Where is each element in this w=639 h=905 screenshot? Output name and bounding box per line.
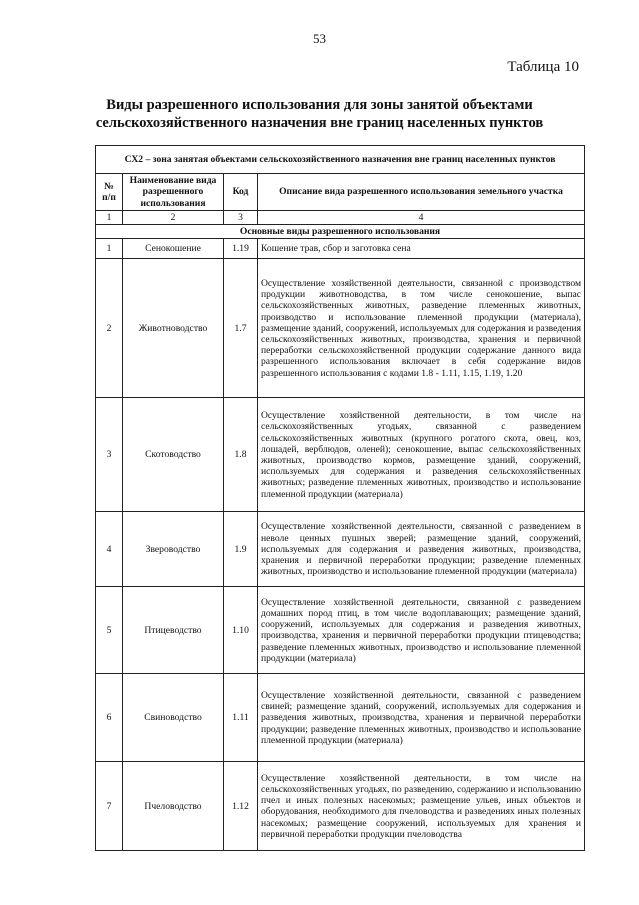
zone-title-row xyxy=(96,146,585,174)
use-description: Осуществление хозяйственной деятельности, связанной с производством продукции животноводства, в том числе сенокошение, выпас сельскохозяйственных животных, разведение племенных животных, производство и использование племенной продукции (материала), размещение зданий, сооружений, используемых для содержания и разведения сельскохозяйственных животных, производства, хранения и первичной переработки сельскохозяйственной продукции содержание данного вида разрешенного использования включает в себя содержание видов разрешенного использования с кодами 1.8 - 1.11, 1.15, 1.19, 1.20 xyxy=(258,259,585,398)
page-number: 53 xyxy=(313,31,326,46)
column-index: 3 xyxy=(224,211,258,225)
row-number: 4 xyxy=(96,512,123,587)
use-description: Осуществление хозяйственной деятельности, связанной с разведением свиней; размещение зданий, сооружений, используемых для содержания и разведения животных, производства, хранения и первичной переработки продукции; разведение племенных животных, производство и использование племенной продукции (материала) xyxy=(258,674,585,762)
document-title-line-1: Виды разрешенного использования для зоны занятой объектами xyxy=(106,97,533,113)
table-row xyxy=(96,587,585,674)
table-row xyxy=(96,762,585,851)
table-row xyxy=(96,674,585,762)
document-title-line-2: сельскохозяйственного назначения вне границ населенных пунктов xyxy=(95,115,544,131)
use-name: Свиноводство xyxy=(123,674,224,762)
table-row xyxy=(96,239,585,259)
use-description: Осуществление хозяйственной деятельности, в том числе на сельскохозяйственных угодьях, по разведению, содержанию и использованию пчел и иных полезных насекомых; размещение ульев, иных объектов и оборудования, необходимого для пчеловодства и разведениях иных полезных насекомых; размещение сооружений, используемых для хранения и первичной переработки продукции пчеловодства xyxy=(258,762,585,851)
row-number: 1 xyxy=(96,239,123,259)
use-description: Осуществление хозяйственной деятельности, в том числе на сельскохозяйственных угодьях, связанной с разведением сельскохозяйственных животных (крупного рогатого скота, овец, коз, лошадей, верблюдов, оленей); сенокошение, выпас сельскохозяйственных животных, производство кормов, размещение зданий, сооружений, используемых для содержания и разведения сельскохозяйственных животных; разведение племенных животных, производство и использование племенной продукции (материала) xyxy=(258,398,585,512)
use-name: Сенокошение xyxy=(123,239,224,259)
header-description: Описание вида разрешенного использования земельного участка xyxy=(258,174,585,211)
use-name: Скотоводство xyxy=(123,398,224,512)
use-name: Пчеловодство xyxy=(123,762,224,851)
header-code: Код xyxy=(224,174,258,211)
land-use-table xyxy=(95,145,585,851)
row-number: 7 xyxy=(96,762,123,851)
use-name: Птицеводство xyxy=(123,587,224,674)
column-index: 2 xyxy=(123,211,224,225)
header-num: № п/п xyxy=(96,174,123,211)
use-description: Кошение трав, сбор и заготовка сена xyxy=(258,239,585,259)
use-description: Осуществление хозяйственной деятельности, связанной с разведением в неволе ценных пушных зверей; размещение зданий, сооружений, используемых для содержания и разведения животных, производства, хранения и первичной переработки продукции; разведение племенных животных, производство и использование племенной продукции (материала) xyxy=(258,512,585,587)
row-number: 3 xyxy=(96,398,123,512)
use-code: 1.7 xyxy=(224,259,258,398)
use-description: Осуществление хозяйственной деятельности, связанной с разведением домашних пород птиц, в том числе водоплавающих; размещение зданий, сооружений, используемых для содержания и разведения животных, производства, хранения и первичной переработки продукции птицеводства; разведение племенных животных, производство и использование племенной продукции (материала) xyxy=(258,587,585,674)
use-code: 1.11 xyxy=(224,674,258,762)
row-number: 5 xyxy=(96,587,123,674)
table-label: Таблица 10 xyxy=(507,59,579,75)
header-row xyxy=(96,174,585,211)
use-code: 1.10 xyxy=(224,587,258,674)
use-code: 1.9 xyxy=(224,512,258,587)
table-row xyxy=(96,259,585,398)
column-index-row xyxy=(96,211,585,225)
column-index: 1 xyxy=(96,211,123,225)
use-code: 1.8 xyxy=(224,398,258,512)
use-code: 1.19 xyxy=(224,239,258,259)
use-name: Животноводство xyxy=(123,259,224,398)
column-index: 4 xyxy=(258,211,585,225)
table-row xyxy=(96,398,585,512)
zone-title: СХ2 – зона занятая объектами сельскохозяйственного назначения вне границ населенных пунктов xyxy=(96,146,585,174)
row-number: 6 xyxy=(96,674,123,762)
document-title xyxy=(60,96,579,132)
row-number: 2 xyxy=(96,259,123,398)
header-name: Наименование вида разрешенного использования xyxy=(123,174,224,211)
table-row xyxy=(96,512,585,587)
use-code: 1.12 xyxy=(224,762,258,851)
use-name: Звероводство xyxy=(123,512,224,587)
section-row xyxy=(96,225,585,239)
section-main-title: Основные виды разрешенного использования xyxy=(96,225,585,239)
